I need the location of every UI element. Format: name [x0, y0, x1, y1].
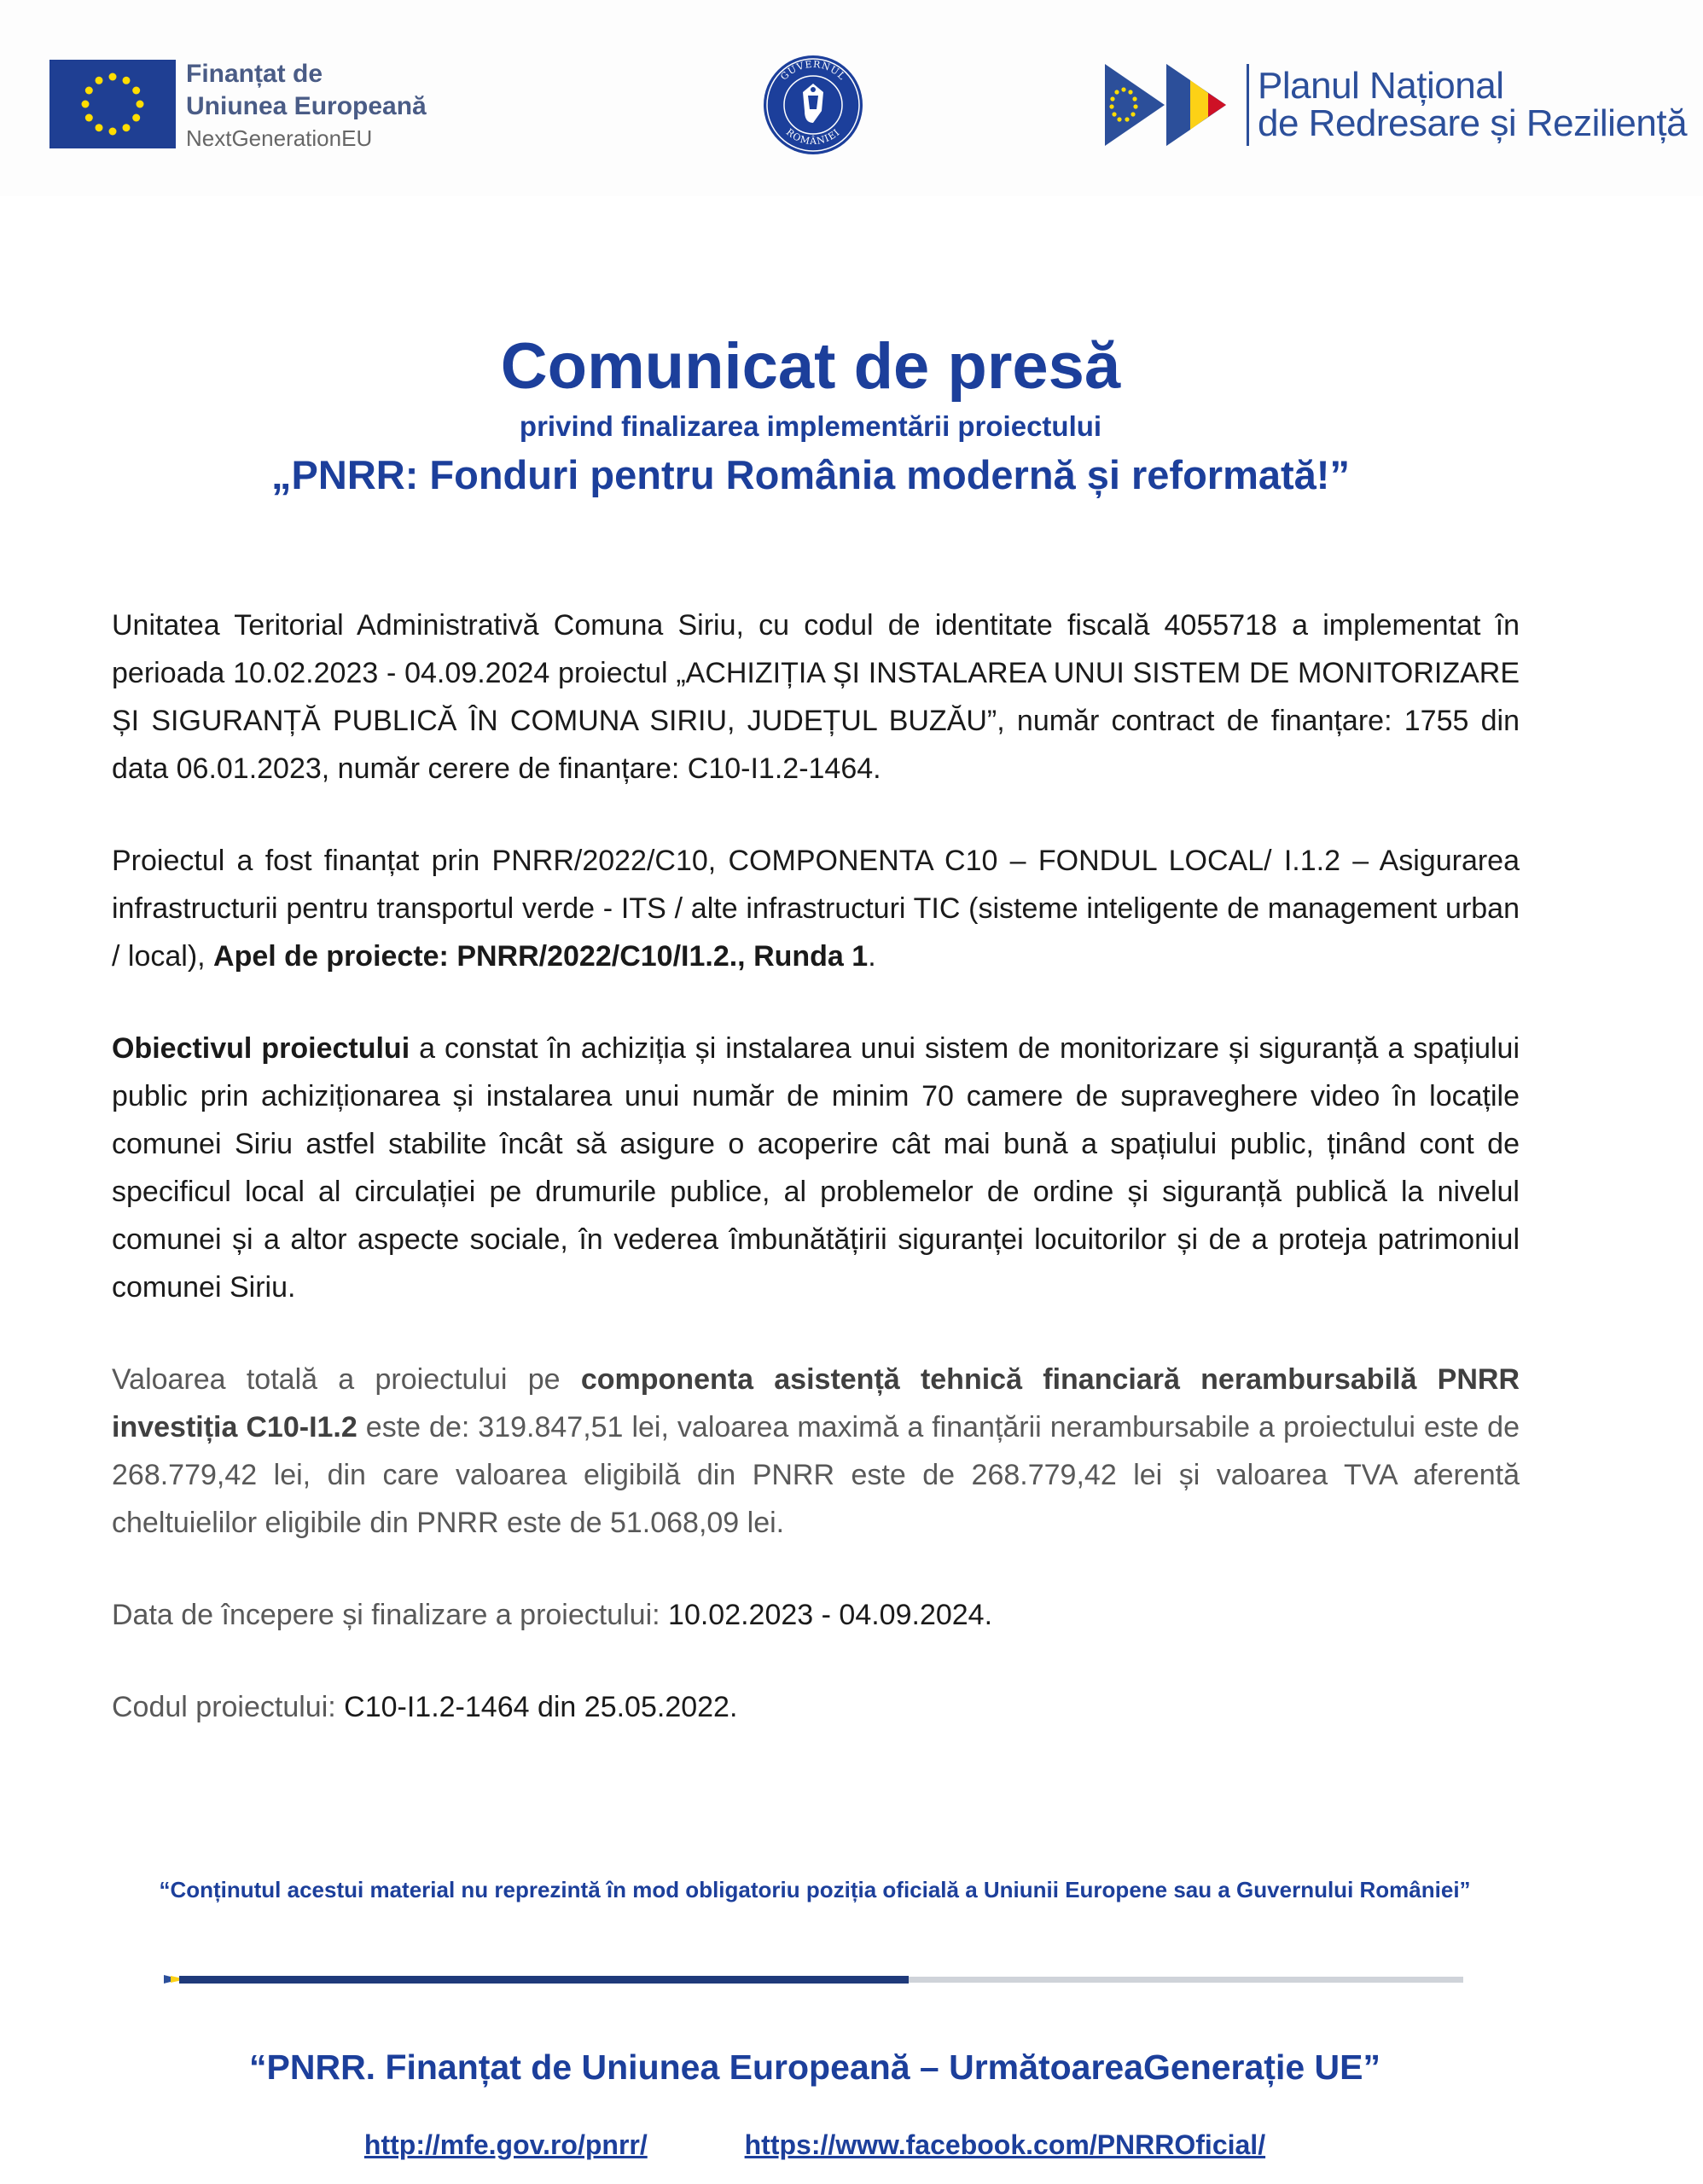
pnrr-divider — [1247, 64, 1249, 146]
pnrr-logo — [1105, 64, 1687, 146]
link-mfe-pnrr[interactable]: http://mfe.gov.ro/pnrr/ — [363, 2129, 648, 2160]
press-release-body — [112, 601, 1520, 1775]
value-text-b: este de: 319.847,51 lei, valoarea maximă a finanțării nerambursabile a proiectului este de 268.779,42 lei, din care valoarea eligibilă din PNRR este de 268.779,42 lei și valoarea TVA aferentă cheltuielilor eligibile din PNRR este de 51.068,09 lei. — [112, 1411, 1520, 1539]
financing-call: Apel de proiecte: PNRR/2022/C10/I1.2., Runda 1 — [213, 940, 869, 973]
romanian-government-seal-icon — [762, 51, 864, 159]
paragraph-financing — [112, 837, 1520, 980]
eu-logo-line1: Finanțat de — [186, 60, 323, 88]
objective-label: Obiectivul proiectului — [112, 1032, 410, 1065]
value-text-a: Valoarea totală a proiectului pe — [112, 1363, 581, 1396]
eu-flag-icon — [49, 60, 176, 148]
footer-links — [0, 2129, 1630, 2161]
financing-end: . — [868, 940, 876, 973]
paragraph-code — [112, 1683, 1520, 1731]
code-value: C10-I1.2-1464 din 25.05.2022. — [344, 1691, 738, 1723]
link-facebook-pnrr[interactable]: https://www.facebook.com/PNRROficial/ — [744, 2129, 1266, 2160]
dates-value: 10.02.2023 - 04.09.2024. — [668, 1599, 993, 1631]
paragraph-beneficiary: Unitatea Teritorial Administrativă Comuna Siriu, cu codul de identitate fiscală 4055718 a implementat în perioada 10.02.2023 - 04.09.2024 proiectul „ACHIZIȚIA ȘI INSTALAREA UNUI SISTEM DE MONITORIZARE ȘI SIGURANȚĂ PUBLICĂ ÎN COMUNA SIRIU, JUDEȚUL BUZĂU”, număr contract de finanțare: 1755 din data 06.01.2023, număr cerere de finanțare: C10-I1.2-1464. — [112, 609, 1520, 785]
paragraph-objective — [112, 1025, 1520, 1311]
slogan: “PNRR. Finanțat de Uniunea Europeană – UrmătoareaGenerație UE” — [249, 2048, 1380, 2087]
eu-logo-line3: NextGenerationEU — [186, 125, 373, 151]
pnrr-logo-line2: de Redresare și Reziliență — [1258, 102, 1688, 144]
objective-text: a constat în achiziția și instalarea unui sistem de monitorizare și siguranță a spațiului public prin achiziționarea și instalarea unui număr de minim 70 camere de supraveghere video în locațile comunei Siriu astfel stabilite încât să asigure o acoperire cât mai bună a spațiului public, ținând cont de specificul local al circulației pe drumurile publice, al problemelor de ordine și siguranță publică la nivelul comunei și a altor aspecte sociale, în vederea îmbunătățirii siguranței locuitorilor și de a proteja patrimoniul comunei Siriu. — [112, 1032, 1520, 1304]
eu-funding-logo — [49, 60, 427, 154]
footer-divider-bar — [111, 1958, 1476, 2001]
disclaimer: “Conținutul acestui material nu reprezintă în mod obligatoriu poziția oficială a Uniunii Europene sau a Guvernului României” — [159, 1877, 1471, 1902]
page-header — [0, 0, 1703, 196]
svg-text:GUVERNUL: GUVERNUL — [778, 58, 848, 83]
paragraph-value — [112, 1356, 1520, 1547]
financing-text: Proiectul a fost finanțat prin PNRR/2022/C10, COMPONENTA C10 – FONDUL LOCAL/ I.1.2 – Asigurarea infrastructurii pentru transportul verde - ITS / alte infrastructuri TIC (sisteme inteligente de management urban / local), — [112, 845, 1520, 973]
code-label: Codul proiectului: — [112, 1691, 345, 1723]
eu-logo-line2: Uniunea Europeană — [186, 92, 427, 120]
pnrr-logo-line1: Planul Național — [1258, 65, 1504, 107]
paragraph-dates — [112, 1591, 1520, 1639]
dates-label: Data de începere și finalizare a proiectului: — [112, 1599, 669, 1631]
value-component: componenta asistență tehnică financiară nerambursabilă PNRR investiția C10-I1.2 — [112, 1363, 1520, 1443]
title-block — [0, 328, 1621, 502]
pnrr-flag-arrow-icon — [1105, 64, 1240, 146]
page-subtitle: privind finalizarea implementării proiectului — [519, 410, 1102, 442]
project-name: „PNRR: Fonduri pentru România modernă și reformată!” — [271, 452, 1350, 497]
svg-text:ROMÂNIEI: ROMÂNIEI — [783, 126, 843, 148]
page-title: Comunicat de presă — [500, 330, 1121, 403]
